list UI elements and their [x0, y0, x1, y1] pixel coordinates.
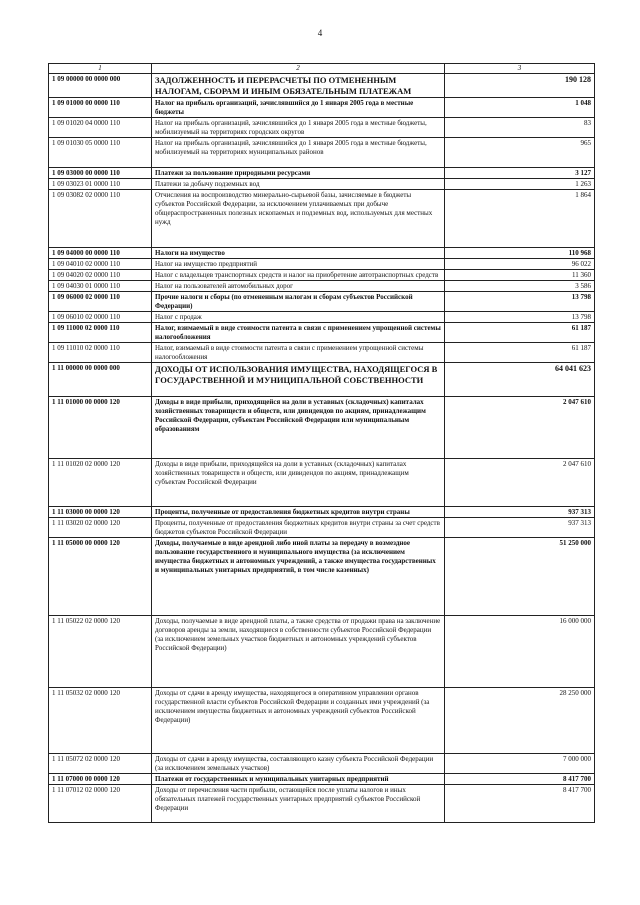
table-row	[49, 754, 595, 774]
table-row	[49, 518, 595, 538]
budget-classification-code: 1 09 06000 02 0000 110	[49, 292, 152, 312]
revenue-amount: 3 586	[445, 281, 595, 292]
table-row	[49, 459, 595, 507]
page-number: 4	[317, 28, 323, 38]
budget-classification-code: 1 09 06010 02 0000 110	[49, 312, 152, 323]
table-row	[49, 190, 595, 248]
budget-classification-code: 1 09 00000 00 0000 000	[49, 74, 152, 98]
budget-classification-code: 1 09 04020 02 0000 110	[49, 270, 152, 281]
revenue-item-name: Проценты, полученные от предоставления бюджетных кредитов внутри страны за счет средств бюджетов субъектов Российской Федерации	[152, 518, 445, 538]
revenue-item-name: Платежи за добычу подземных вод	[152, 179, 445, 190]
revenue-item-name: Прочие налоги и сборы (по отмененным налогам и сборам субъектов Российской Федерации)	[152, 292, 445, 312]
budget-classification-code: 1 11 07012 02 0000 120	[49, 785, 152, 823]
revenue-amount: 110 968	[445, 248, 595, 259]
revenue-item-name: Налог с владельцев транспортных средств и налог на приобретение автотранспортных средств	[152, 270, 445, 281]
budget-classification-code: 1 09 04030 01 0000 110	[49, 281, 152, 292]
revenue-item-name: Налог на прибыль организаций, зачислявшийся до 1 января 2005 года в местные бюджеты, мобилизуемый на территориях городских округов	[152, 118, 445, 138]
revenue-item-name: Проценты, полученные от предоставления бюджетных кредитов внутри страны	[152, 507, 445, 518]
budget-classification-code: 1 09 01020 04 0000 110	[49, 118, 152, 138]
table-row	[49, 138, 595, 168]
budget-classification-code: 1 09 03000 00 0000 110	[49, 168, 152, 179]
revenue-amount: 8 417 700	[445, 774, 595, 785]
table-row	[49, 98, 595, 118]
table-row	[49, 74, 595, 98]
revenue-amount: 2 047 610	[445, 397, 595, 459]
revenue-item-name: Налог с продаж	[152, 312, 445, 323]
revenue-item-name: Налог на имущество предприятий	[152, 259, 445, 270]
budget-classification-code: 1 11 01000 00 0000 120	[49, 397, 152, 459]
table-row	[49, 270, 595, 281]
revenue-amount: 8 417 700	[445, 785, 595, 823]
budget-classification-code: 1 09 11000 02 0000 110	[49, 323, 152, 343]
table-row	[49, 323, 595, 343]
revenue-item-name: Доходы от сдачи в аренду имущества, составляющего казну субъекта Российской Федерации (за исключением земельных участков)	[152, 754, 445, 774]
revenue-item-name: Налог, взимаемый в виде стоимости патента в связи с применением упрощенной системы налогообложения	[152, 343, 445, 363]
table-row	[49, 343, 595, 363]
budget-classification-code: 1 11 05032 02 0000 120	[49, 688, 152, 754]
table-row	[49, 397, 595, 459]
revenue-amount: 96 022	[445, 259, 595, 270]
budget-classification-code: 1 11 03000 00 0000 120	[49, 507, 152, 518]
table-row	[49, 785, 595, 823]
table-row	[49, 616, 595, 688]
table-row	[49, 168, 595, 179]
budget-classification-code: 1 09 04000 00 0000 110	[49, 248, 152, 259]
table-row	[49, 248, 595, 259]
budget-classification-code: 1 09 01030 05 0000 110	[49, 138, 152, 168]
revenue-item-name: Доходы от сдачи в аренду имущества, находящегося в оперативном управлении органов государственной власти субъектов Российской Федерации и созданных ими учреждений (за исключением имущества бюджетных и автономных учреждений субъектов Российской Федерации)	[152, 688, 445, 754]
revenue-amount: 51 250 000	[445, 538, 595, 616]
revenue-item-name: Налог на пользователей автомобильных дорог	[152, 281, 445, 292]
budget-classification-code: 1 11 05022 02 0000 120	[49, 616, 152, 688]
budget-classification-code: 1 11 05072 02 0000 120	[49, 754, 152, 774]
revenue-amount: 965	[445, 138, 595, 168]
revenue-amount: 83	[445, 118, 595, 138]
table-row	[49, 688, 595, 754]
revenue-amount: 2 047 610	[445, 459, 595, 507]
budget-classification-code: 1 11 05000 00 0000 120	[49, 538, 152, 616]
table-row	[49, 538, 595, 616]
budget-classification-code: 1 11 01020 02 0000 120	[49, 459, 152, 507]
table-row	[49, 118, 595, 138]
revenue-amount: 16 000 000	[445, 616, 595, 688]
revenue-item-name: Платежи за пользование природными ресурсами	[152, 168, 445, 179]
budget-classification-code: 1 11 00000 00 0000 000	[49, 363, 152, 397]
revenue-item-name: Отчисления на воспроизводство минерально-сырьевой базы, зачисляемые в бюджеты субъектов Российской Федерации, за исключением уплачиваемых при добыче общераспространенных полезных ископаемых и подземных вод, используемых для местных нужд	[152, 190, 445, 248]
budget-revenue-table	[48, 63, 595, 823]
revenue-amount: 7 000 000	[445, 754, 595, 774]
column-number-3: 3	[445, 64, 595, 74]
table-body	[49, 74, 595, 823]
budget-classification-code: 1 11 03020 02 0000 120	[49, 518, 152, 538]
revenue-item-name: ДОХОДЫ ОТ ИСПОЛЬЗОВАНИЯ ИМУЩЕСТВА, НАХОДЯЩЕГОСЯ В ГОСУДАРСТВЕННОЙ И МУНИЦИПАЛЬНОЙ СОБСТВЕННОСТИ	[152, 363, 445, 397]
budget-classification-code: 1 09 04010 02 0000 110	[49, 259, 152, 270]
column-number-1: 1	[49, 64, 152, 74]
budget-classification-code: 1 11 07000 00 0000 120	[49, 774, 152, 785]
table-row	[49, 259, 595, 270]
revenue-amount: 1 864	[445, 190, 595, 248]
table-row	[49, 312, 595, 323]
budget-classification-code: 1 09 03023 01 0000 110	[49, 179, 152, 190]
table-row	[49, 281, 595, 292]
revenue-amount: 937 313	[445, 518, 595, 538]
revenue-amount: 11 360	[445, 270, 595, 281]
revenue-amount: 1 263	[445, 179, 595, 190]
revenue-amount: 13 798	[445, 312, 595, 323]
revenue-amount: 937 313	[445, 507, 595, 518]
revenue-item-name: Платежи от государственных и муниципальных унитарных предприятий	[152, 774, 445, 785]
revenue-item-name: Доходы от перечисления части прибыли, остающейся после уплаты налогов и иных обязательных платежей государственных унитарных предприятий субъектов Российской Федерации	[152, 785, 445, 823]
revenue-amount: 64 041 623	[445, 363, 595, 397]
revenue-amount: 190 128	[445, 74, 595, 98]
budget-classification-code: 1 09 01000 00 0000 110	[49, 98, 152, 118]
revenue-amount: 61 187	[445, 323, 595, 343]
revenue-item-name: Налоги на имущество	[152, 248, 445, 259]
revenue-item-name: Налог, взимаемый в виде стоимости патента в связи с применением упрощенной системы налогообложения	[152, 323, 445, 343]
table-row	[49, 363, 595, 397]
revenue-item-name: Доходы в виде прибыли, приходящейся на доли в уставных (складочных) капиталах хозяйственных товариществ и обществ, или дивидендов по акциям, принадлежащим Российской Федерации, субъектам Российской Федерации или муниципальным образованиям	[152, 397, 445, 459]
budget-classification-code: 1 09 11010 02 0000 110	[49, 343, 152, 363]
revenue-amount: 61 187	[445, 343, 595, 363]
table-row	[49, 179, 595, 190]
revenue-amount: 28 250 000	[445, 688, 595, 754]
column-number-2: 2	[152, 64, 445, 74]
revenue-item-name: Доходы, получаемые в виде арендной платы, а также средства от продажи права на заключение договоров аренды за земли, находящиеся в собственности субъектов Российской Федерации (за исключением земельных участков бюджетных и автономных учреждений субъектов Российской Федерации)	[152, 616, 445, 688]
revenue-item-name: Налог на прибыль организаций, зачислявшийся до 1 января 2005 года в местные бюджеты	[152, 98, 445, 118]
revenue-amount: 1 048	[445, 98, 595, 118]
table-row	[49, 774, 595, 785]
revenue-item-name: ЗАДОЛЖЕННОСТЬ И ПЕРЕРАСЧЕТЫ ПО ОТМЕНЕННЫМ НАЛОГАМ, СБОРАМ И ИНЫМ ОБЯЗАТЕЛЬНЫМ ПЛАТЕЖАМ	[152, 74, 445, 98]
revenue-amount: 13 798	[445, 292, 595, 312]
revenue-item-name: Доходы в виде прибыли, приходящейся на доли в уставных (складочных) капиталах хозяйственных товариществ и обществ, или дивидендов по акциям, принадлежащим субъектам Российской Федерации	[152, 459, 445, 507]
budget-classification-code: 1 09 03082 02 0000 110	[49, 190, 152, 248]
revenue-item-name: Доходы, получаемые в виде арендной либо иной платы за передачу в возмездное пользование государственного и муниципального имущества (за исключением имущества бюджетных и автономных учреждений, а также имущества государственных и муниципальных унитарных предприятий, в том числе казенных)	[152, 538, 445, 616]
revenue-amount: 3 127	[445, 168, 595, 179]
table-row	[49, 507, 595, 518]
table-row	[49, 292, 595, 312]
column-number-row	[49, 64, 595, 74]
revenue-item-name: Налог на прибыль организаций, зачислявшийся до 1 января 2005 года в местные бюджеты, мобилизуемый на территориях муниципальных районов	[152, 138, 445, 168]
